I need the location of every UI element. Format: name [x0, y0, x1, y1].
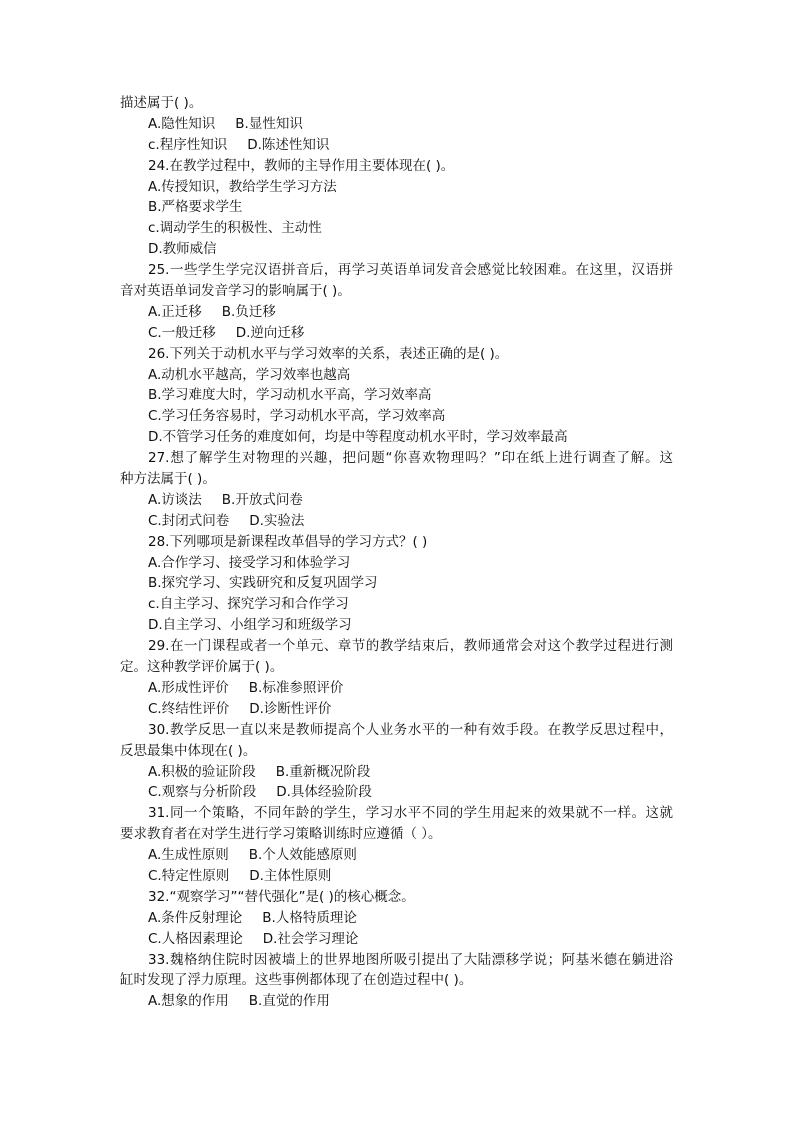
option-row	[120, 929, 673, 950]
text-line: 26.下列关于动机水平与学习效率的关系，表述正确的是( )。	[148, 345, 509, 362]
option-row	[120, 490, 673, 511]
option-b: D.实验法	[249, 512, 305, 529]
option-b: B.标准参照评价	[248, 679, 344, 696]
option-a: A.形成性评价	[148, 679, 229, 696]
option-row	[120, 908, 673, 929]
text-line: 要求教育者在对学生进行学习策略训练时应遵循（ ）。	[120, 826, 442, 843]
option-row	[120, 678, 673, 699]
option-row	[120, 782, 673, 803]
option-row	[120, 323, 673, 344]
option-a: C.特定性原则	[148, 867, 230, 884]
option-a: A.正迁移	[148, 303, 202, 320]
text-line: 24.在教学过程中，教师的主导作用主要体现在( )。	[148, 157, 455, 174]
option-row	[120, 511, 673, 532]
option-a: A.访谈法	[148, 491, 202, 508]
option-b: B.开放式问卷	[221, 491, 303, 508]
option-row	[120, 135, 673, 156]
text-line: A.传授知识，教给学生学习方法	[148, 178, 337, 195]
option-b: B.直觉的作用	[248, 993, 330, 1010]
option-a: A.隐性知识	[148, 115, 216, 132]
text-line: B.学习难度大时，学习动机水平高，学习效率高	[148, 387, 432, 404]
text-line: B.严格要求学生	[148, 199, 243, 216]
option-row	[120, 866, 673, 887]
option-a: C.终结性评价	[148, 700, 230, 717]
document-page	[120, 93, 673, 1012]
option-a: C.一般迁移	[148, 324, 216, 341]
question-stem: 33.魏格纳住院时因被墙上的世界地图所吸引提出了大陆漂移学说；阿基米德在躺进浴	[148, 951, 673, 968]
text-line: c.自主学习、探究学习和合作学习	[148, 596, 349, 613]
text-line: C.学习任务容易时，学习动机水平高，学习效率高	[148, 408, 446, 425]
option-b: D.逆向迁移	[235, 324, 305, 341]
text-line: 种方法属于( )。	[120, 471, 216, 488]
option-a: A.生成性原则	[148, 847, 229, 864]
text-line: D.自主学习、小组学习和班级学习	[148, 617, 352, 634]
text-line: D.不管学习任务的难度如何，均是中等程度动机水平时，学习效率最高	[148, 429, 568, 446]
option-b: D.主体性原则	[249, 867, 332, 884]
text-line: A.动机水平越高，学习效率也越高	[148, 366, 351, 383]
option-b: B.人格特质理论	[262, 909, 357, 926]
option-b: B.重新概况阶段	[275, 763, 371, 780]
text-line: 缸时发现了浮力原理。这些事例都体现了在创造过程中( )。	[120, 972, 473, 989]
option-b: B.显性知识	[235, 115, 303, 132]
text-line: 32.“观察学习”“替代强化”是( )的核心概念。	[148, 888, 415, 905]
text-line: B.探究学习、实践研究和反复巩固学习	[148, 575, 378, 592]
text-line: 反思最集中体现在( )。	[120, 742, 257, 759]
option-row	[120, 991, 673, 1012]
option-row	[120, 762, 673, 783]
question-stem: 31.同一个策略，不同年龄的学生，学习水平不同的学生用起来的效果就不一样。这就	[148, 805, 673, 822]
option-b: D.诊断性评价	[249, 700, 332, 717]
option-a: C.观察与分析阶段	[148, 784, 257, 801]
text-line: c.调动学生的积极性、主动性	[148, 220, 322, 237]
text-line: 28.下列哪项是新课程改革倡导的学习方式？( )	[148, 533, 428, 550]
text-line: 描述属于( )。	[120, 95, 203, 111]
option-a: A.想象的作用	[148, 993, 229, 1010]
option-a: A.条件反射理论	[148, 909, 243, 926]
option-b: D.社会学习理论	[262, 930, 359, 947]
question-stem: 25.一些学生学完汉语拼音后，再学习英语单词发音会感觉比较困难。在这里，汉语拼	[148, 262, 673, 279]
option-row	[120, 699, 673, 720]
question-stem: 29.在一门课程或者一个单元、章节的教学结束后，教师通常会对这个教学过程进行测	[148, 638, 673, 655]
option-a: c.程序性知识	[148, 136, 228, 153]
text-line: 音对英语单词发音学习的影响属于( )。	[120, 283, 351, 300]
option-b: B.负迁移	[221, 303, 276, 320]
option-row	[120, 114, 673, 135]
text-line: A.合作学习、接受学习和体验学习	[148, 554, 351, 571]
text-line: 定。这种教学评价属于( )。	[120, 659, 284, 676]
option-row	[120, 845, 673, 866]
text-line: D.教师威信	[148, 241, 217, 258]
option-b: B.个人效能感原则	[248, 847, 357, 864]
question-stem: 30.教学反思一直以来是教师提高个人业务水平的一种有效手段。在教学反思过程中，	[148, 721, 673, 738]
option-a: A.积极的验证阶段	[148, 763, 256, 780]
question-stem: 27.想了解学生对物理的兴趣，把问题“你喜欢物理吗？”印在纸上进行调查了解。这	[148, 450, 673, 467]
option-a: C.封闭式问卷	[148, 512, 230, 529]
option-b: D.陈述性知识	[247, 136, 330, 153]
option-b: D.具体经验阶段	[276, 784, 372, 801]
option-a: C.人格因素理论	[148, 930, 243, 947]
option-row	[120, 302, 673, 323]
